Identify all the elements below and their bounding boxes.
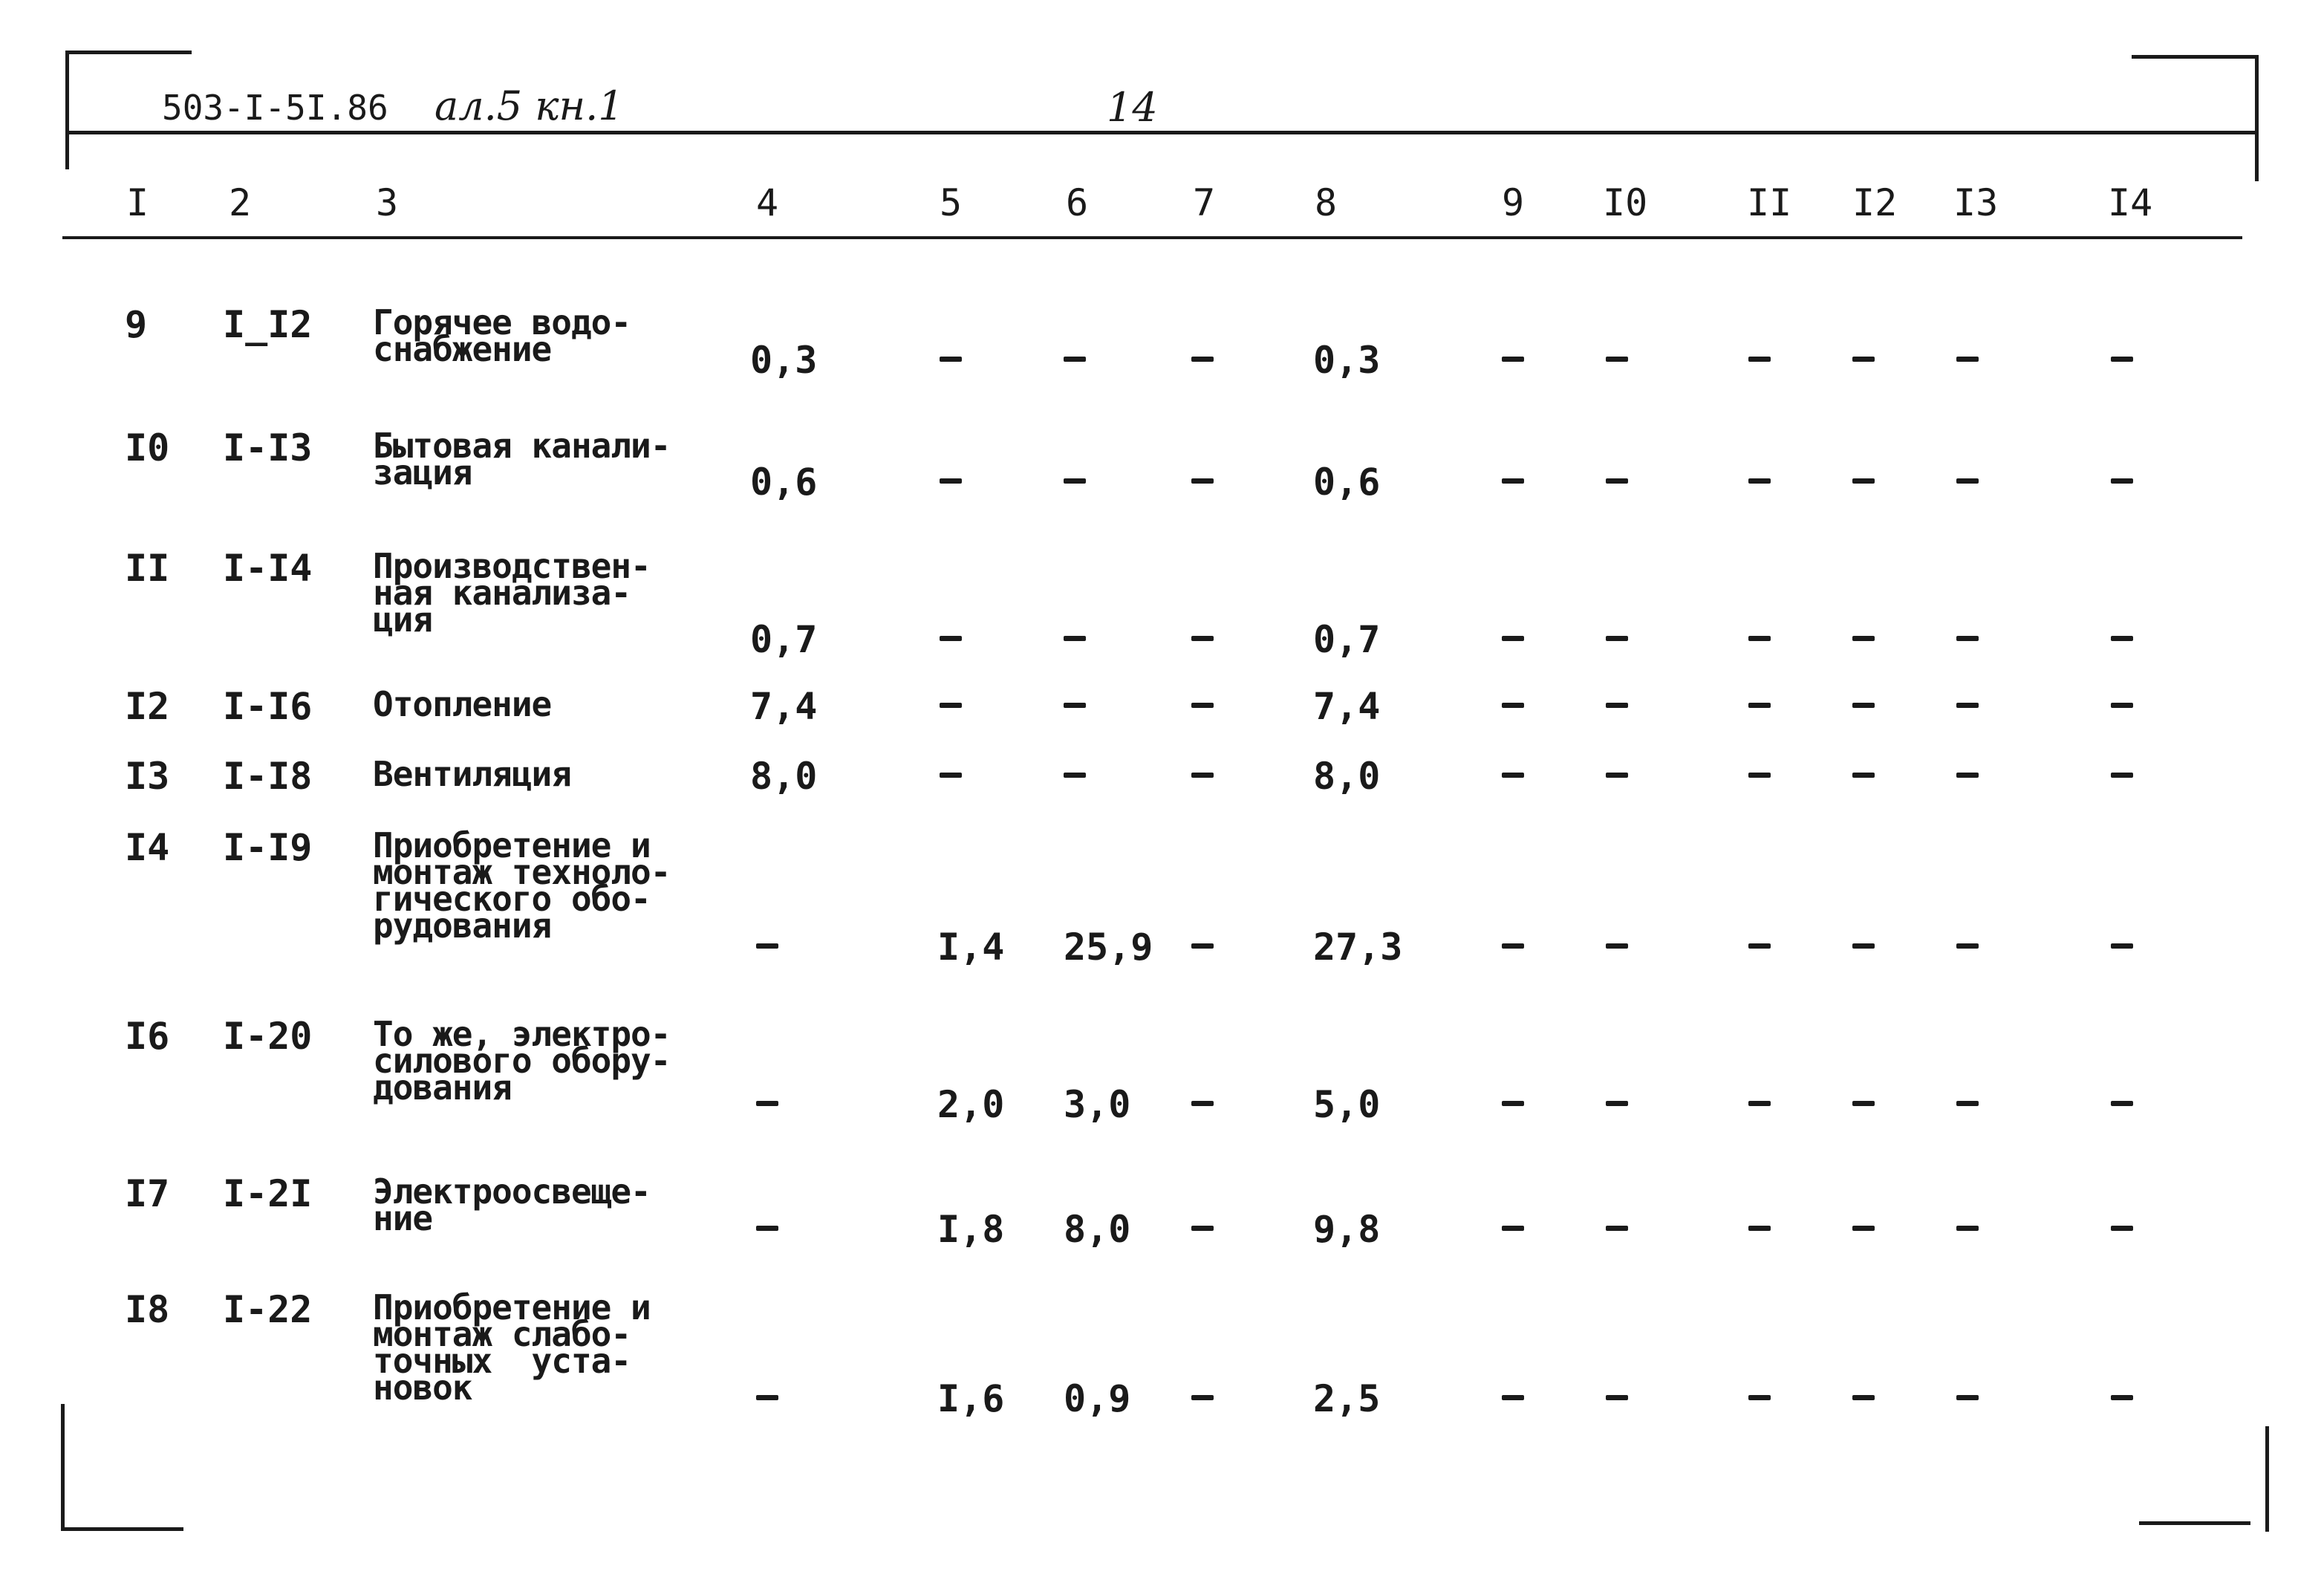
- empty-dash: [1191, 636, 1214, 641]
- empty-dash: [1606, 1226, 1628, 1231]
- empty-dash: [1956, 703, 1979, 708]
- empty-dash: [1748, 357, 1771, 362]
- empty-dash: [940, 636, 962, 641]
- row-number: I8: [125, 1288, 170, 1331]
- cell-value: 7,4: [750, 685, 818, 728]
- empty-dash: [1502, 943, 1524, 949]
- empty-dash: [1956, 478, 1979, 484]
- frame-bottom-left-vertical: [61, 1404, 65, 1530]
- row-description: Приобретение и монтаж слабо- точных уста- новок: [373, 1287, 651, 1408]
- row-description: Отопление: [373, 684, 552, 724]
- cell-value: 7,4: [1313, 685, 1381, 728]
- empty-dash: [1191, 1395, 1214, 1400]
- row-number: I3: [125, 755, 170, 798]
- empty-dash: [1191, 1226, 1214, 1231]
- row-code: I-I4: [223, 547, 313, 590]
- empty-dash: [1191, 1101, 1214, 1106]
- empty-dash: [756, 1226, 778, 1231]
- empty-dash: [1606, 478, 1628, 484]
- frame-bottom-right-horizontal: [2139, 1521, 2250, 1525]
- cell-value: 25,9: [1064, 926, 1153, 969]
- empty-dash: [940, 703, 962, 708]
- empty-dash: [1606, 1101, 1628, 1106]
- row-description: Электроосвеще- ние: [373, 1171, 651, 1238]
- empty-dash: [756, 943, 778, 949]
- empty-dash: [1748, 636, 1771, 641]
- cell-value: I,8: [937, 1208, 1005, 1251]
- empty-dash: [1502, 357, 1524, 362]
- column-number: 5: [940, 181, 963, 224]
- column-number: 8: [1315, 181, 1338, 224]
- column-number: 4: [756, 181, 779, 224]
- row-code: I-I8: [223, 755, 313, 798]
- row-number: I2: [125, 685, 170, 728]
- empty-dash: [1852, 703, 1875, 708]
- empty-dash: [1956, 636, 1979, 641]
- row-description: Производствен- ная канализа- ция: [373, 546, 651, 640]
- empty-dash: [1748, 703, 1771, 708]
- column-number: 3: [376, 181, 399, 224]
- empty-dash: [1064, 636, 1086, 641]
- header-rule: [65, 131, 2258, 134]
- empty-dash: [2111, 636, 2133, 641]
- empty-dash: [2111, 703, 2133, 708]
- empty-dash: [1606, 357, 1628, 362]
- row-code: I-20: [223, 1015, 313, 1058]
- row-code: I_I2: [223, 303, 313, 346]
- row-description: Горячее водо- снабжение: [373, 302, 631, 369]
- empty-dash: [1956, 1395, 1979, 1400]
- empty-dash: [1606, 773, 1628, 778]
- cell-value: I,4: [937, 926, 1005, 969]
- empty-dash: [1064, 773, 1086, 778]
- cell-value: I,6: [937, 1377, 1005, 1420]
- empty-dash: [1852, 1226, 1875, 1231]
- page-number: 14: [1107, 84, 1158, 131]
- empty-dash: [1852, 636, 1875, 641]
- frame-top-right-vertical: [2255, 55, 2259, 181]
- row-description: Бытовая канали- зация: [373, 426, 671, 492]
- cell-value: 9,8: [1313, 1208, 1381, 1251]
- empty-dash: [2111, 357, 2133, 362]
- cell-value: 3,0: [1064, 1083, 1131, 1126]
- cell-value: 0,3: [1313, 339, 1381, 382]
- cell-value: 0,7: [750, 618, 818, 661]
- empty-dash: [1852, 1395, 1875, 1400]
- empty-dash: [940, 478, 962, 484]
- column-header-rule: [62, 236, 2242, 239]
- empty-dash: [1748, 943, 1771, 949]
- column-number: I0: [1603, 181, 1648, 224]
- empty-dash: [1064, 478, 1086, 484]
- empty-dash: [1748, 1226, 1771, 1231]
- empty-dash: [1748, 478, 1771, 484]
- column-number: 6: [1066, 181, 1089, 224]
- empty-dash: [1956, 1226, 1979, 1231]
- cell-value: 27,3: [1313, 926, 1403, 969]
- empty-dash: [1956, 1101, 1979, 1106]
- column-number: 9: [1502, 181, 1525, 224]
- column-number: I: [126, 181, 149, 224]
- cell-value: 2,5: [1313, 1377, 1381, 1420]
- empty-dash: [1606, 1395, 1628, 1400]
- empty-dash: [2111, 478, 2133, 484]
- row-code: I-I6: [223, 685, 313, 728]
- empty-dash: [1502, 703, 1524, 708]
- empty-dash: [2111, 1395, 2133, 1400]
- empty-dash: [1852, 943, 1875, 949]
- row-code: I-I9: [223, 826, 313, 869]
- empty-dash: [1191, 478, 1214, 484]
- empty-dash: [756, 1395, 778, 1400]
- document-code: 503-I-5I.86: [162, 88, 388, 128]
- row-description: Приобретение и монтаж техноло- гического обо- рудования: [373, 825, 671, 946]
- column-number: I4: [2108, 181, 2153, 224]
- empty-dash: [1852, 1101, 1875, 1106]
- frame-top-left-vertical: [65, 51, 69, 169]
- column-number: I3: [1953, 181, 1999, 224]
- cell-value: 0,9: [1064, 1377, 1131, 1420]
- row-description: Вентиляция: [373, 754, 571, 794]
- column-number: I2: [1852, 181, 1898, 224]
- empty-dash: [1502, 478, 1524, 484]
- empty-dash: [1191, 773, 1214, 778]
- cell-value: 8,0: [1313, 755, 1381, 798]
- frame-bottom-left-horizontal: [61, 1527, 183, 1531]
- empty-dash: [1748, 773, 1771, 778]
- row-number: I4: [125, 826, 170, 869]
- column-number: 2: [229, 181, 252, 224]
- column-number: 7: [1193, 181, 1216, 224]
- cell-value: 2,0: [937, 1083, 1005, 1126]
- empty-dash: [1606, 943, 1628, 949]
- empty-dash: [1956, 943, 1979, 949]
- column-number: II: [1747, 181, 1792, 224]
- cell-value: 0,3: [750, 339, 818, 382]
- empty-dash: [1748, 1101, 1771, 1106]
- empty-dash: [1852, 773, 1875, 778]
- cell-value: 0,7: [1313, 618, 1381, 661]
- empty-dash: [1502, 1395, 1524, 1400]
- empty-dash: [1191, 357, 1214, 362]
- empty-dash: [1064, 703, 1086, 708]
- empty-dash: [1502, 1226, 1524, 1231]
- row-description: То же, электро- силового обору- дования: [373, 1014, 671, 1108]
- empty-dash: [2111, 943, 2133, 949]
- empty-dash: [1502, 773, 1524, 778]
- empty-dash: [1502, 636, 1524, 641]
- row-number: I0: [125, 426, 170, 469]
- empty-dash: [1191, 703, 1214, 708]
- empty-dash: [1956, 357, 1979, 362]
- row-code: I-22: [223, 1288, 313, 1331]
- empty-dash: [1852, 478, 1875, 484]
- empty-dash: [940, 773, 962, 778]
- cell-value: 8,0: [1064, 1208, 1131, 1251]
- empty-dash: [1748, 1395, 1771, 1400]
- row-number: 9: [125, 303, 148, 346]
- frame-bottom-right-vertical: [2265, 1426, 2269, 1532]
- empty-dash: [1606, 703, 1628, 708]
- cell-value: 5,0: [1313, 1083, 1381, 1126]
- row-number: II: [125, 547, 170, 590]
- cell-value: 0,6: [750, 461, 818, 504]
- row-code: I-2I: [223, 1172, 313, 1215]
- frame-top-right-horizontal: [2132, 55, 2258, 59]
- empty-dash: [2111, 1226, 2133, 1231]
- cell-value: 0,6: [1313, 461, 1381, 504]
- row-number: I6: [125, 1015, 170, 1058]
- empty-dash: [2111, 1101, 2133, 1106]
- empty-dash: [1606, 636, 1628, 641]
- cell-value: 8,0: [750, 755, 818, 798]
- handwritten-reference: ал.5 кн.1: [434, 82, 624, 129]
- empty-dash: [756, 1101, 778, 1106]
- empty-dash: [1191, 943, 1214, 949]
- empty-dash: [1852, 357, 1875, 362]
- empty-dash: [1064, 357, 1086, 362]
- row-code: I-I3: [223, 426, 313, 469]
- empty-dash: [1956, 773, 1979, 778]
- empty-dash: [940, 357, 962, 362]
- empty-dash: [2111, 773, 2133, 778]
- frame-top-left-horizontal: [65, 51, 192, 54]
- row-number: I7: [125, 1172, 170, 1215]
- empty-dash: [1502, 1101, 1524, 1106]
